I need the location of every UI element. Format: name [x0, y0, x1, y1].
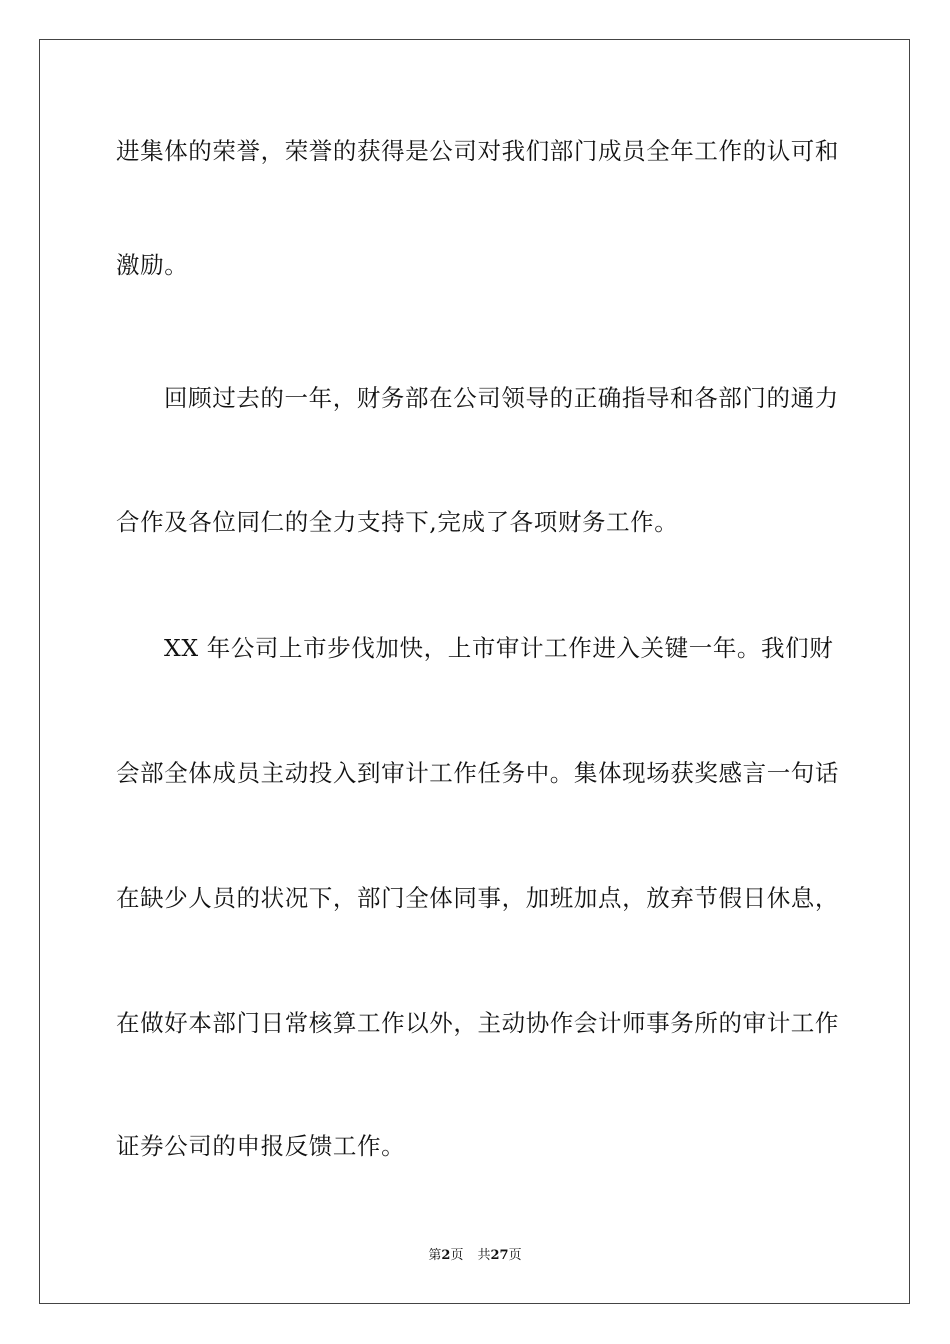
page-footer	[0, 1248, 950, 1264]
total-pages: 27	[490, 1248, 509, 1263]
text-line: 在做好本部门日常核算工作以外，主动协作会计师事务所的审计工作	[116, 1009, 839, 1037]
text-line: 合作及各位同仁的全力支持下,完成了各项财务工作。	[116, 508, 679, 536]
text-line: 激励。	[116, 251, 189, 279]
total-suffix: 页	[508, 1248, 522, 1263]
text-line: 证券公司的申报反馈工作。	[116, 1132, 406, 1160]
paragraph-start-line: XX 年公司上市步伐加快，上市审计工作进入关键一年。我们财	[164, 634, 834, 662]
text-line: 在缺少人员的状况下，部门全体同事，加班加点，放弃节假日休息，	[116, 884, 839, 912]
page-frame	[39, 39, 910, 1304]
paragraph-start-line: 回顾过去的一年，财务部在公司领导的正确指导和各部门的通力	[164, 384, 839, 412]
page-prefix: 第	[428, 1248, 442, 1263]
page-suffix: 页	[450, 1248, 464, 1263]
total-prefix: 共	[477, 1248, 491, 1263]
text-line: 进集体的荣誉，荣誉的获得是公司对我们部门成员全年工作的认可和	[116, 137, 839, 165]
page-number: 2	[441, 1248, 451, 1263]
text-line: 会部全体成员主动投入到审计工作任务中。集体现场获奖感言一句话	[116, 759, 839, 787]
